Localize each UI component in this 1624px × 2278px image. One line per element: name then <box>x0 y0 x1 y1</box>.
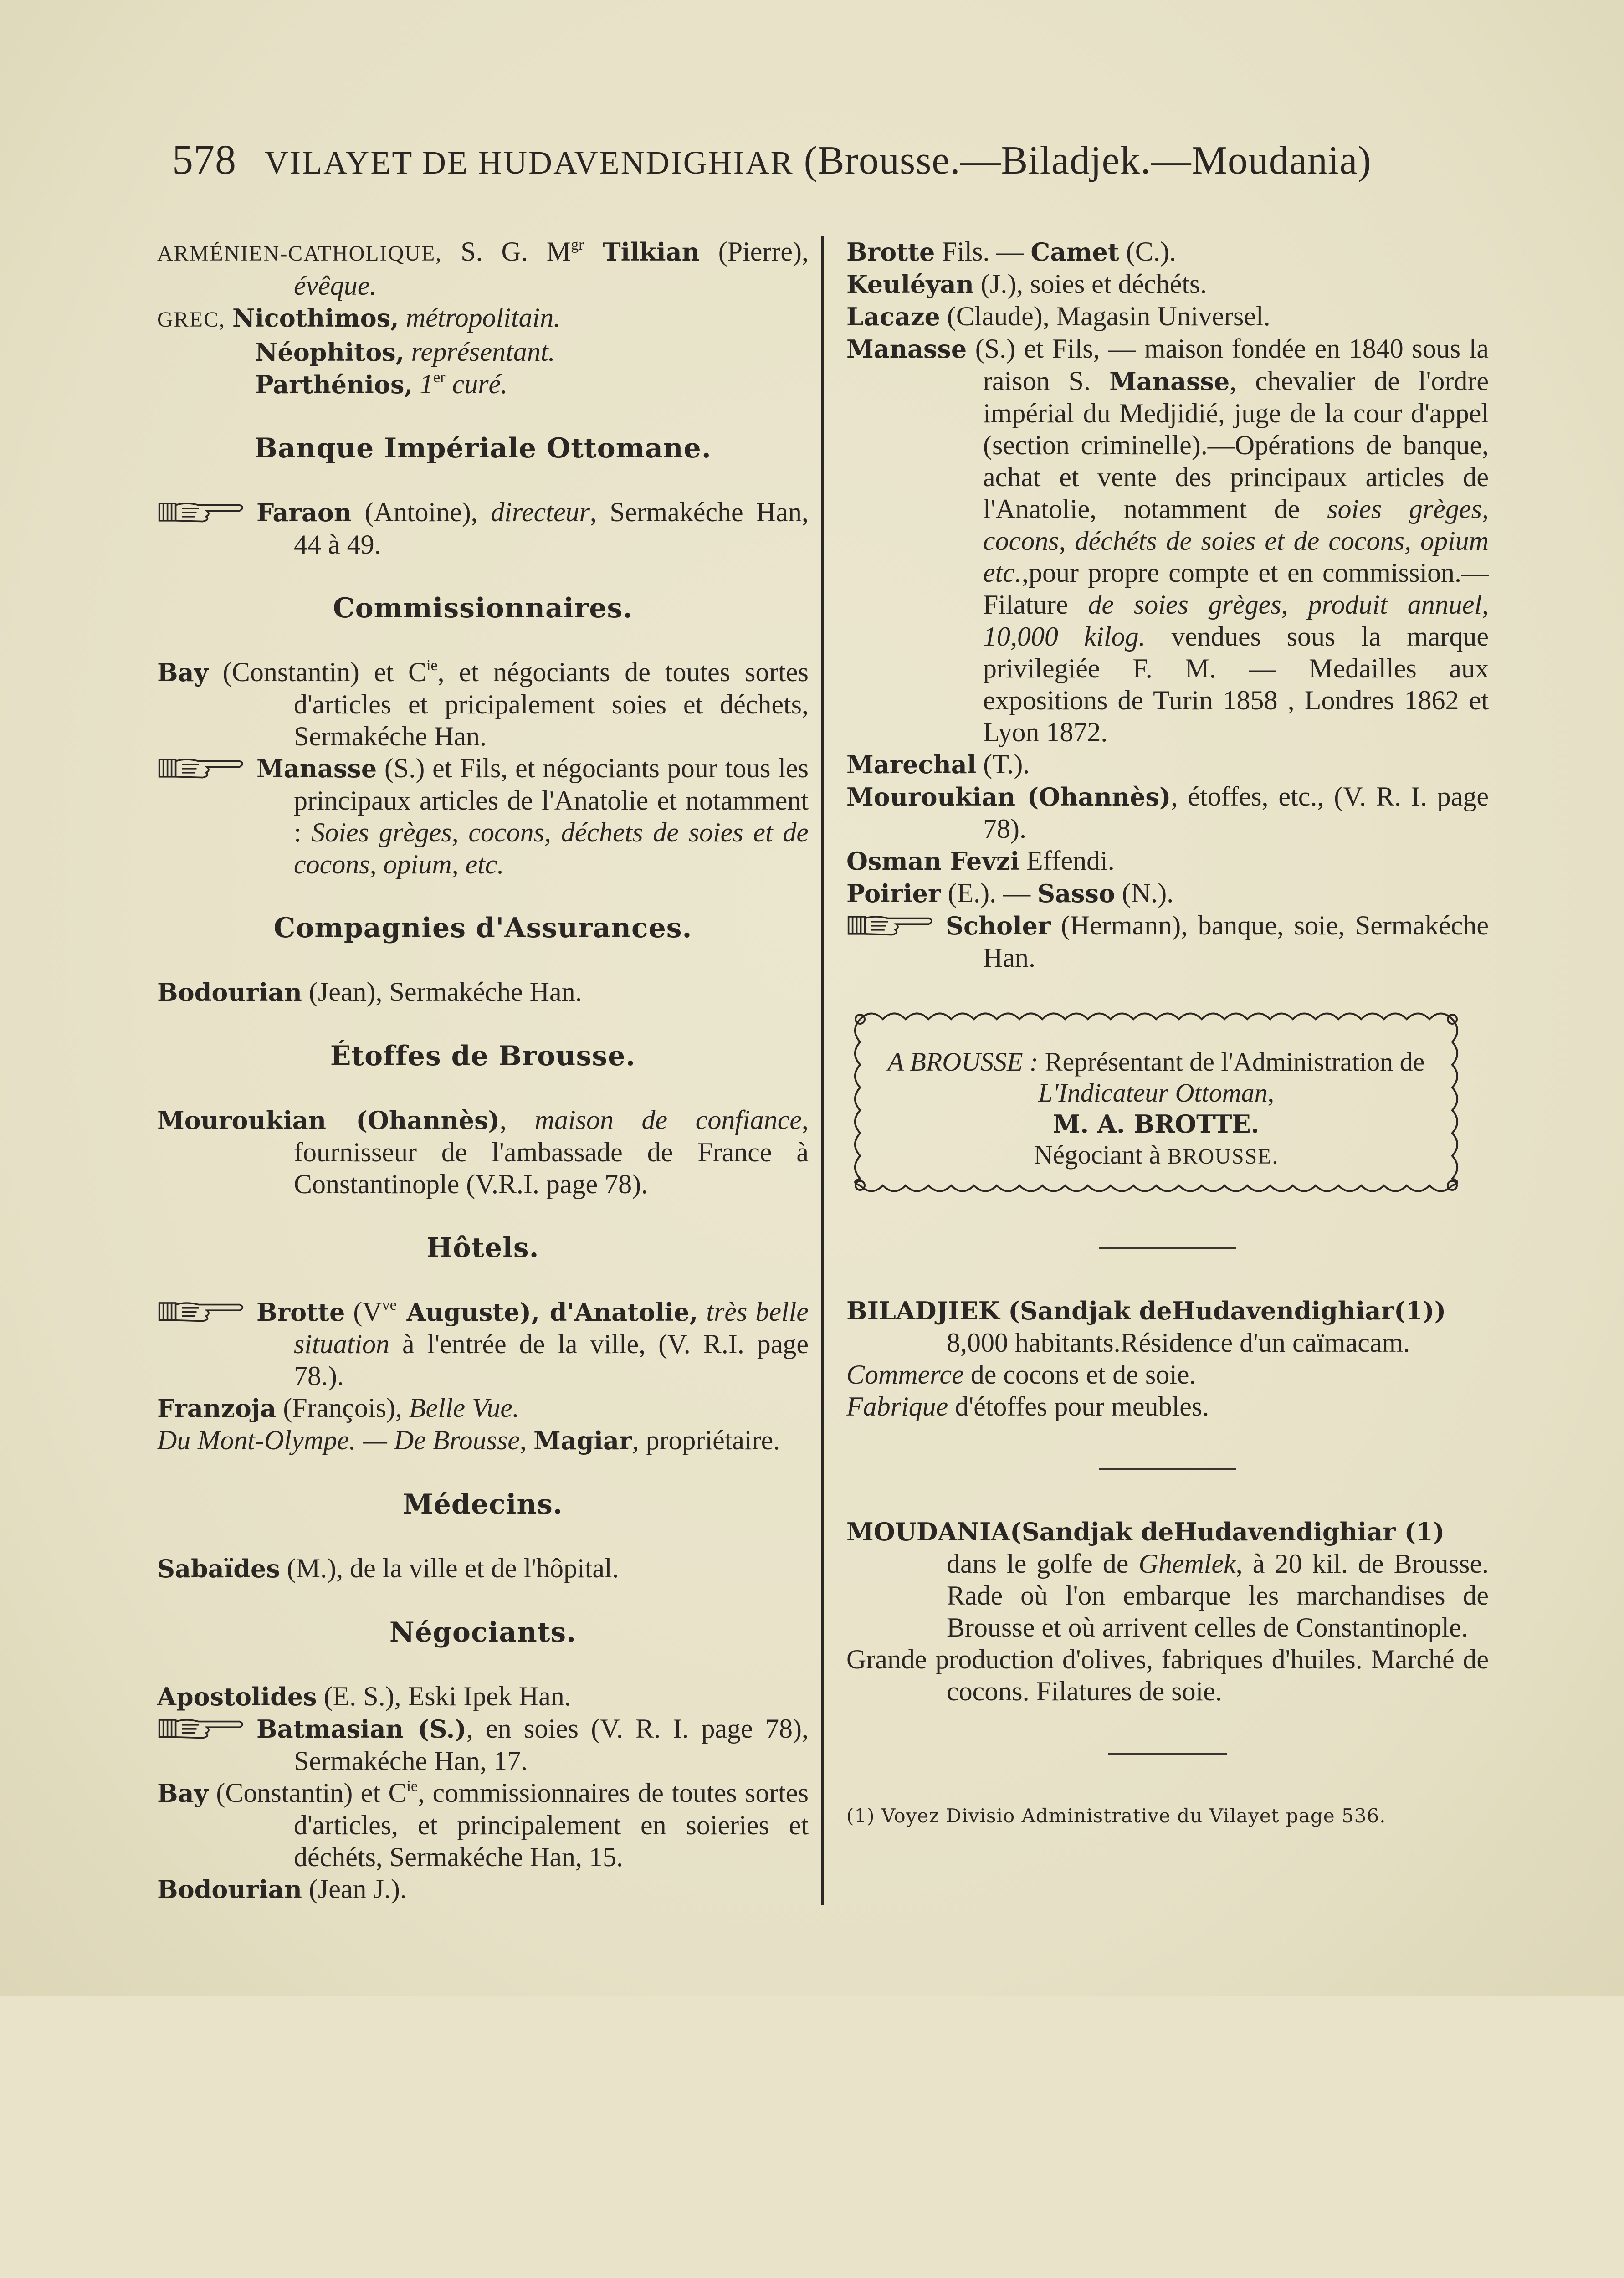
directory-entry: Sabaïdes (M.), de la ville et de l'hôpital. <box>157 1553 619 1583</box>
directory-entry: Osman Fevzi Effendi. <box>846 846 1115 876</box>
directory-entry: Manasse (S.) et Fils, et négociants pour tous les principaux articles de l'Anatolie et notamment : Soies grèges, cocons, déchets de soies et de cocons, opium, etc. <box>157 752 809 880</box>
section-heading: Commissionnaires. <box>333 592 633 624</box>
directory-entry: Du Mont-Olympe. — De Brousse, Magiar, propriétaire. <box>157 1425 780 1455</box>
directory-entry: Bay (Constantin) et $C^{ie}$, commissionnaires de toutes sortes d'articles, et principalement en soieries et déchéts, Sermakéche Han, 15. <box>157 1778 809 1872</box>
running-header <box>172 137 1493 185</box>
directory-entry: Brotte ($V^{ve}$ Auguste), d'Anatolie, très belle situation à l'entrée de la ville, (V. R.I. page 78.). <box>157 1296 809 1392</box>
directory-entry: Bodourian (Jean), Sermakéche Han. <box>157 977 582 1007</box>
advertiser-name: M. A. BROTTE. <box>1053 1109 1260 1139</box>
advertisement-box <box>846 1001 1466 1201</box>
directory-entry: Mouroukian (Ohannès), maison de confiance, fournisseur de l'ambassade de France à Constantinople (V.R.I. page 78). <box>157 1105 809 1199</box>
header-places: (Brousse.—Biladjek.—Moudania) <box>804 139 1372 183</box>
clergy-entry: GREC, Nicothimos, métropolitain. <box>157 303 561 333</box>
manicule-icon <box>157 499 248 524</box>
section-heading: Compagnies d'Assurances. <box>273 912 692 944</box>
section-heading: Négociants. <box>389 1616 577 1648</box>
directory-entry: Batmasian (S.), en soies (V. R. I. page 78), Sermakéche Han, 17. <box>157 1713 809 1777</box>
place-detail: Grande production d'olives, fabriques d'huiles. Marché de cocons. Filatures de soie. <box>846 1644 1489 1706</box>
directory-entry: Brotte Fils. — Camet (C.). <box>846 236 1176 267</box>
clergy-entry: ARMÉNIEN-CATHOLIQUE, S. G. $M^{gr}$ Tilkian (Pierre), évêque. <box>157 236 809 301</box>
place-entry-biladjiek: BILADJIEK (Sandjak deHudavendighiar(1)) 8,000 habitants.Résidence d'un caïmacam. <box>846 1296 1446 1358</box>
clergy-entry: Parthénios, 1er curé. <box>255 369 508 399</box>
directory-entry: Poirier (E.). — Sasso (N.). <box>846 878 1174 908</box>
header-title: VILAYET DE HUDAVENDIGHIAR <box>265 144 794 181</box>
section-heading: Étoffes de Brousse. <box>330 1040 636 1072</box>
directory-entry: Mouroukian (Ohannès), étoffes, etc., (V. R. I. page 78). <box>846 781 1489 844</box>
directory-entry: Scholer (Hermann), banque, soie, Sermakéche Han. <box>846 909 1489 974</box>
place-entry-moudania: MOUDANIA(Sandjak deHudavendighiar (1) dans le golfe de Ghemlek, à 20 kil. de Brousse. Rade où l'on embarque les marchandises de Brousse et où arrivent celles de Constantinople. <box>846 1517 1489 1642</box>
place-detail: Commerce de cocons et de soie. <box>846 1360 1196 1390</box>
directory-entry: Faraon (Antoine), directeur, Sermakéche Han, 44 à 49. <box>157 496 809 560</box>
right-column <box>846 236 1489 1905</box>
advertisement-text: A BROUSSE : Représentant de l'Administration de L'Indicateur Ottoman, M. A. BROTTE. Négociant à BROUSSE. <box>883 1047 1429 1172</box>
section-heading: Hôtels. <box>426 1232 539 1264</box>
footnote: (1) Voyez Divisio Administrative du Vilayet page 536. <box>846 1805 1386 1827</box>
directory-entry: Apostolides (E. S.), Eski Ipek Han. <box>157 1681 571 1711</box>
directory-entry: Keuléyan (J.), soies et déchéts. <box>846 269 1207 299</box>
directory-entry: Manasse (S.) et Fils, — maison fondée en 1840 sous la raison S. Manasse, chevalier de l'ordre impérial du Medjidié, juge de la cour d'appel (section criminelle).—Opérations de banque, achat et vente des principaux articles de l'Anatolie, notamment de soies grèges, cocons, déchéts de soies et de cocons, opium etc.,pour propre compte et en commission.— Filature de soies grèges, produit annuel, 10,000 kilog. vendues sous la marque privilegiée F. M. — Medailles aux expositions de Turin 1858 , Londres 1862 et Lyon 1872. <box>846 333 1489 747</box>
directory-entry: Lacaze (Claude), Magasin Universel. <box>846 301 1271 331</box>
manicule-icon <box>846 913 938 937</box>
directory-entry: Bodourian (Jean J.). <box>157 1874 407 1904</box>
directory-entry: Franzoja (François), Belle Vue. <box>157 1393 519 1423</box>
clergy-entry: Néophitos, représentant. <box>255 337 555 367</box>
manicule-icon <box>157 1299 248 1324</box>
directory-entry: Marechal (T.). <box>846 749 1030 779</box>
section-heading: Médecins. <box>403 1488 563 1520</box>
directory-entry: Bay (Constantin) et $C^{ie}$, et négociants de toutes sortes d'articles et pricipalement soies et déchets, Sermakéche Han. <box>157 657 809 751</box>
page-number: 578 <box>172 136 236 183</box>
manicule-icon <box>157 1716 248 1740</box>
two-column-body <box>0 236 1624 1905</box>
section-heading: Banque Impériale Ottomane. <box>254 432 712 464</box>
left-column <box>157 236 824 1905</box>
place-detail: Fabrique d'étoffes pour meubles. <box>846 1391 1209 1421</box>
manicule-icon <box>157 755 248 780</box>
